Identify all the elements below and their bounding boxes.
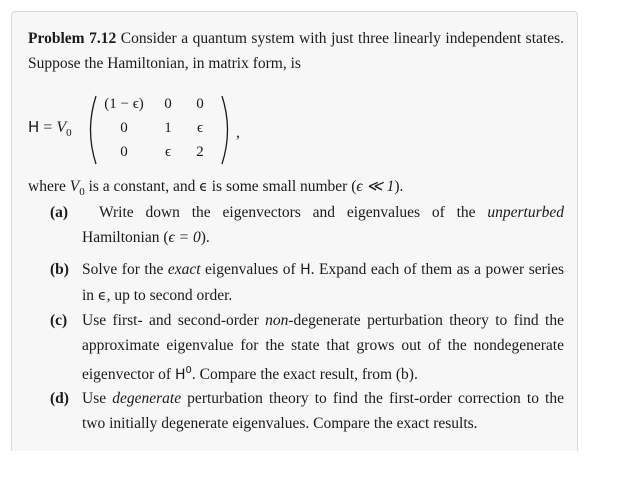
where-text-1: where bbox=[28, 178, 70, 195]
item-c-part: . Compare the exact result, from (b). bbox=[191, 366, 418, 384]
item-d-label: (d) bbox=[50, 390, 69, 407]
item-b-emphasis: exact bbox=[167, 261, 201, 278]
item-d-text bbox=[82, 386, 564, 436]
item-b-text bbox=[82, 257, 564, 309]
item-a-text bbox=[82, 200, 564, 250]
v0-subscript: 0 bbox=[66, 127, 72, 140]
hamiltonian-equation bbox=[28, 94, 288, 166]
item-c-label: (c) bbox=[50, 312, 68, 329]
hamiltonian-matrix bbox=[84, 94, 234, 166]
item-c-text bbox=[82, 308, 564, 388]
item-d-emphasis: degenerate bbox=[112, 390, 182, 407]
item-b-part: Solve for the bbox=[82, 261, 168, 278]
where-text-4: ). bbox=[394, 178, 404, 195]
matrix-cell-2-1: 0 bbox=[120, 120, 128, 136]
where-v-subscript: 0 bbox=[79, 186, 85, 199]
item-b-part: , up to second order. bbox=[106, 287, 233, 304]
item-b-epsilon: ϵ bbox=[97, 288, 107, 304]
v0-symbol: V bbox=[56, 119, 67, 136]
equation-lhs bbox=[28, 118, 72, 139]
item-b-part: eigenvalues of bbox=[200, 261, 301, 278]
problem-intro: Consider a quantum system with just three linearly independent states. Suppose the Hamiltonian, in matrix form, is bbox=[28, 30, 564, 72]
hamiltonian-symbol: H bbox=[28, 118, 40, 136]
where-text-2: is a constant, and bbox=[84, 178, 200, 195]
item-b-part: . Expand each of them as a power series in bbox=[82, 261, 564, 304]
matrix-cell-3-2: ϵ bbox=[164, 144, 172, 160]
item-b-label: (b) bbox=[50, 261, 69, 278]
item-d-part: perturbation theory to find the first-order correction to the two initially degenerate eigenvalues. Compare the exact results. bbox=[82, 390, 564, 432]
where-epsilon: ϵ bbox=[199, 179, 208, 195]
problem-card bbox=[11, 11, 578, 451]
item-c-part: Use first- and second-order bbox=[82, 312, 266, 329]
item-a-emphasis: unperturbed bbox=[487, 204, 564, 221]
equation-comma: , bbox=[236, 124, 240, 141]
where-text-3: is some small number ( bbox=[207, 178, 357, 195]
matrix-cell-3-1: 0 bbox=[120, 144, 128, 160]
matrix-cell-1-2: 0 bbox=[164, 96, 172, 112]
problem-heading: Problem 7.12 bbox=[28, 30, 117, 47]
matrix-cell-1-3: 0 bbox=[196, 96, 204, 112]
matrix-cell-2-2: 1 bbox=[164, 120, 172, 136]
problem-statement bbox=[28, 26, 564, 76]
item-b-h-symbol: H bbox=[300, 262, 311, 278]
item-a-part: ). bbox=[200, 229, 210, 246]
where-condition: ϵ ≪ 1 bbox=[356, 178, 395, 195]
item-c-h-symbol: H bbox=[174, 367, 186, 384]
item-a-part: Write down the eigenvectors and eigenvalues of the bbox=[99, 204, 488, 221]
item-c-h-superscript: 0 bbox=[185, 365, 192, 376]
matrix-cell-3-3: 2 bbox=[196, 144, 204, 160]
item-c-part: -degenerate perturbation theory to find the approximate eigenvalue for the state that grows out of the nondegenerate eigenvector of bbox=[82, 312, 564, 384]
item-a-part: Hamiltonian ( bbox=[82, 229, 169, 246]
item-a-label: (a) bbox=[50, 204, 69, 221]
item-c-emphasis: non bbox=[265, 312, 289, 329]
matrix-cell-2-3: ϵ bbox=[196, 120, 204, 136]
matrix-cell-1-1: (1 − ϵ) bbox=[104, 96, 144, 112]
equals-sign: = bbox=[39, 119, 57, 136]
item-d-part: Use bbox=[82, 390, 113, 407]
where-v-symbol: V bbox=[69, 178, 80, 195]
item-a-math: ϵ = 0 bbox=[168, 229, 201, 246]
